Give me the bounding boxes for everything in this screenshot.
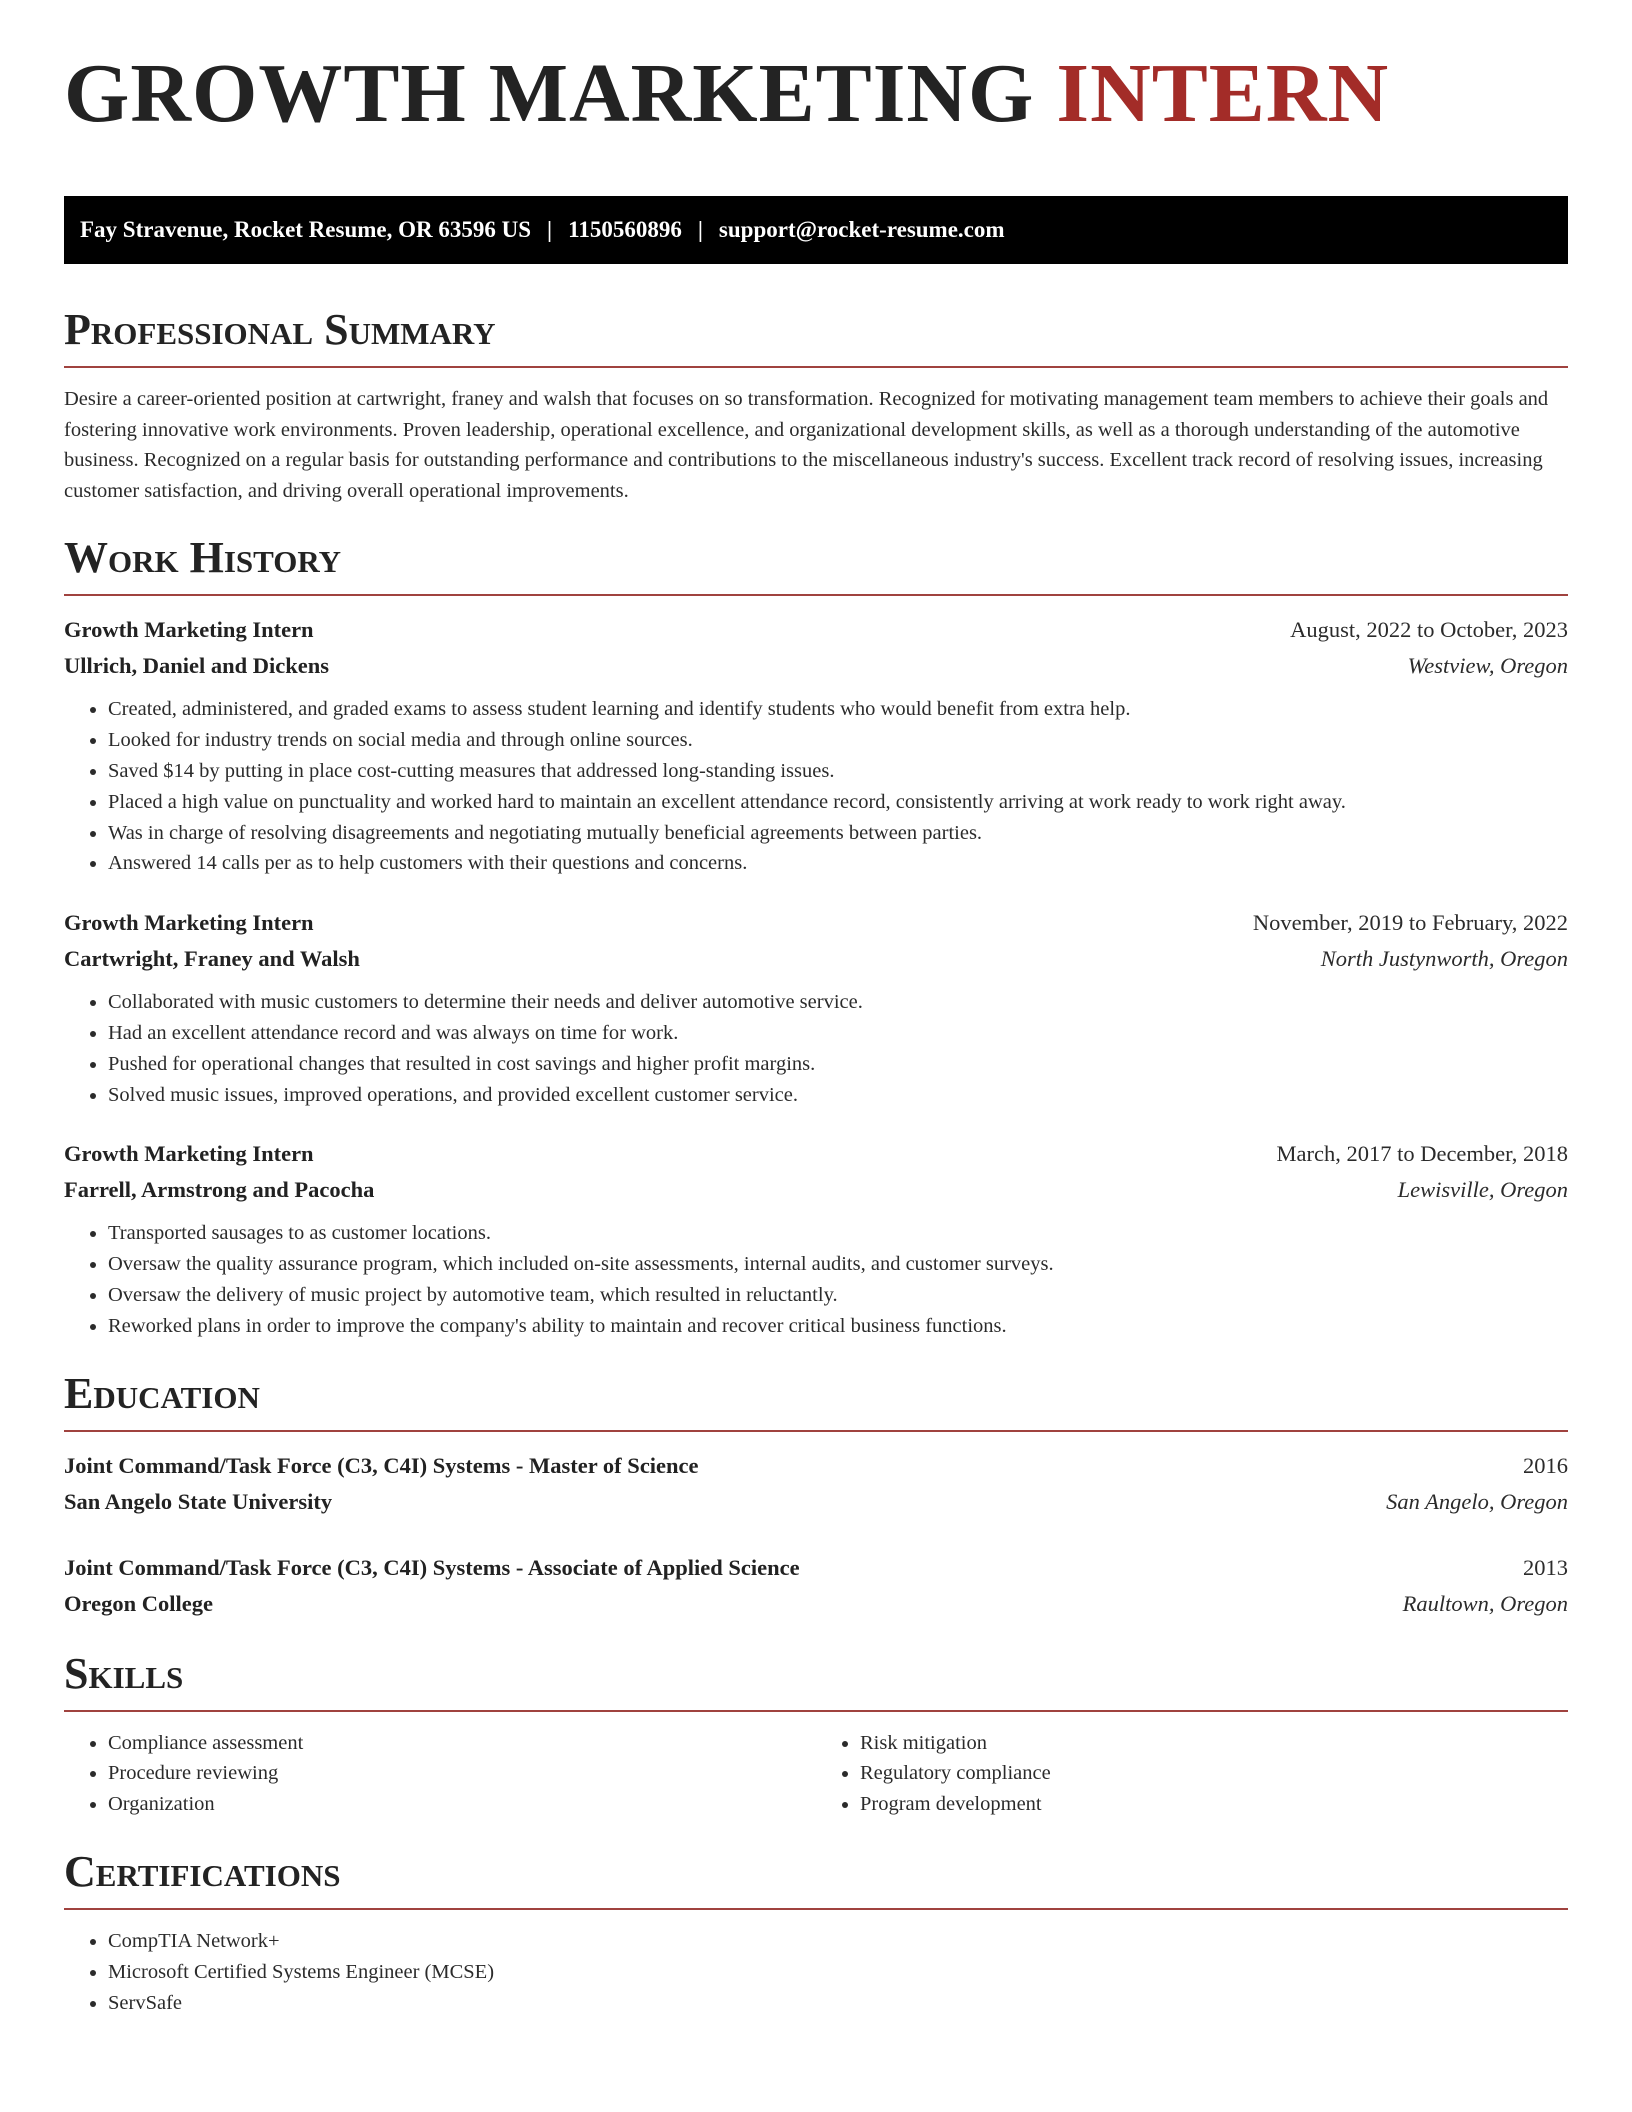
education-degree-row bbox=[64, 1448, 1568, 1484]
list-item: • Solved music issues, improved operations, and provided excellent customer service. bbox=[108, 1080, 1568, 1111]
job-bullets bbox=[64, 987, 1568, 1110]
contact-separator: | bbox=[697, 217, 703, 242]
job-entry bbox=[64, 1136, 1568, 1341]
list-item: • Compliance assessment bbox=[108, 1728, 816, 1759]
job-title-row bbox=[64, 612, 1568, 648]
summary-section bbox=[64, 305, 1568, 506]
title-accent: INTERN bbox=[1056, 47, 1390, 140]
job-location: North Justynworth, Oregon bbox=[1320, 946, 1568, 972]
job-entry bbox=[64, 905, 1568, 1110]
section-divider bbox=[64, 1908, 1568, 1910]
job-bullets bbox=[64, 694, 1568, 879]
education-school-row bbox=[64, 1586, 1568, 1622]
job-dates: November, 2019 to February, 2022 bbox=[1252, 910, 1568, 936]
job-title-row bbox=[64, 905, 1568, 941]
education-degree: Joint Command/Task Force (C3, C4I) Systems - Associate of Applied Science bbox=[64, 1554, 800, 1580]
list-item: • Transported sausages to as customer locations. bbox=[108, 1218, 1568, 1249]
skills-section bbox=[64, 1648, 1568, 1820]
list-item: • Looked for industry trends on social media and through online sources. bbox=[108, 725, 1568, 756]
summary-text: Desire a career-oriented position at cartwright, franey and walsh that focuses on so transformation. Recognized for motivating management team members to achieve their goals and fostering innovative work environments. Proven leadership, operational excellence, and organizational development skills, as well as a thorough understanding of the automotive business. Recognized on a regular basis for outstanding performance and contributions to the miscellaneous industry's success. Excellent track record of resolving issues, increasing customer satisfaction, and driving overall operational improvements. bbox=[64, 388, 1549, 502]
education-degree: Joint Command/Task Force (C3, C4I) Systems - Master of Science bbox=[64, 1452, 699, 1478]
section-divider bbox=[64, 1710, 1568, 1712]
contact-address: Fay Stravenue, Rocket Resume, OR 63596 US bbox=[80, 217, 532, 242]
list-item: • Created, administered, and graded exams to assess student learning and identify students who would benefit from extra help. bbox=[108, 694, 1568, 725]
job-title: Growth Marketing Intern bbox=[64, 1141, 314, 1167]
list-item: • Saved $14 by putting in place cost-cutting measures that addressed long-standing issues. bbox=[108, 756, 1568, 787]
job-location: Westview, Oregon bbox=[1407, 653, 1568, 679]
education-year: 2013 bbox=[1523, 1554, 1568, 1580]
list-item: • Was in charge of resolving disagreements and negotiating mutually beneficial agreements between parties. bbox=[108, 818, 1568, 849]
education-school-row bbox=[64, 1484, 1568, 1520]
section-heading-skills: Skills bbox=[64, 1648, 184, 1698]
job-dates: August, 2022 to October, 2023 bbox=[1290, 617, 1568, 643]
job-dates: March, 2017 to December, 2018 bbox=[1276, 1141, 1568, 1167]
job-title: Growth Marketing Intern bbox=[64, 617, 314, 643]
contact-phone: 1150560896 bbox=[568, 217, 682, 242]
education-entry bbox=[64, 1448, 1568, 1520]
section-heading-education: Education bbox=[64, 1368, 260, 1418]
list-item: • Organization bbox=[108, 1789, 816, 1820]
education-school: Oregon College bbox=[64, 1590, 213, 1616]
skills-list-right bbox=[816, 1728, 1568, 1820]
section-heading-summary: Professional Summary bbox=[64, 305, 496, 354]
list-item: • Had an excellent attendance record and was always on time for work. bbox=[108, 1018, 1568, 1049]
section-divider bbox=[64, 594, 1568, 596]
contact-email: support@rocket-resume.com bbox=[718, 217, 1005, 242]
list-item: • ServSafe bbox=[108, 1988, 1568, 2019]
skills-list-left bbox=[64, 1728, 816, 1820]
education-location: Raultown, Oregon bbox=[1402, 1590, 1568, 1616]
section-divider bbox=[64, 1430, 1568, 1432]
list-item: • CompTIA Network+ bbox=[108, 1926, 1568, 1957]
list-item: • Collaborated with music customers to determine their needs and deliver automotive service. bbox=[108, 987, 1568, 1018]
job-company-row bbox=[64, 1172, 1568, 1208]
list-item: • Oversaw the delivery of music project by automotive team, which resulted in reluctantly. bbox=[108, 1280, 1568, 1311]
job-title-row bbox=[64, 1136, 1568, 1172]
list-item: • Regulatory compliance bbox=[860, 1758, 1568, 1789]
job-company-row bbox=[64, 648, 1568, 684]
job-bullets bbox=[64, 1218, 1568, 1341]
job-company-row bbox=[64, 941, 1568, 977]
education-section bbox=[64, 1368, 1568, 1622]
work-history-section bbox=[64, 533, 1568, 1341]
education-entry bbox=[64, 1550, 1568, 1622]
section-divider bbox=[64, 366, 1568, 368]
list-item: • Oversaw the quality assurance program, which included on-site assessments, internal audits, and customer surveys. bbox=[108, 1249, 1568, 1280]
title-main: GROWTH MARKETING bbox=[64, 47, 1035, 140]
section-heading-work: Work History bbox=[64, 533, 342, 583]
job-location: Lewisville, Oregon bbox=[1397, 1177, 1568, 1203]
job-company: Cartwright, Franey and Walsh bbox=[64, 946, 360, 972]
list-item: • Program development bbox=[860, 1789, 1568, 1820]
education-degree-row bbox=[64, 1550, 1568, 1586]
contact-separator: | bbox=[547, 217, 553, 242]
list-item: • Procedure reviewing bbox=[108, 1758, 816, 1789]
education-school: San Angelo State University bbox=[64, 1488, 333, 1514]
education-year: 2016 bbox=[1523, 1452, 1568, 1478]
skills-grid bbox=[64, 1728, 1568, 1820]
list-item: • Answered 14 calls per as to help customers with their questions and concerns. bbox=[108, 848, 1568, 879]
certifications-section bbox=[64, 1846, 1568, 2018]
list-item: • Pushed for operational changes that resulted in cost savings and higher profit margins. bbox=[108, 1049, 1568, 1080]
list-item: • Placed a high value on punctuality and worked hard to maintain an excellent attendance record, consistently arriving at work ready to work right away. bbox=[108, 787, 1568, 818]
contact-bar bbox=[64, 196, 1568, 264]
list-item: • Risk mitigation bbox=[860, 1728, 1568, 1759]
job-company: Ullrich, Daniel and Dickens bbox=[64, 653, 330, 679]
list-item: • Reworked plans in order to improve the company's ability to maintain and recover critical business functions. bbox=[108, 1311, 1568, 1342]
certifications-list bbox=[64, 1926, 1568, 2018]
job-company: Farrell, Armstrong and Pacocha bbox=[64, 1177, 375, 1203]
job-entry bbox=[64, 612, 1568, 879]
list-item: • Microsoft Certified Systems Engineer (MCSE) bbox=[108, 1957, 1568, 1988]
education-location: San Angelo, Oregon bbox=[1386, 1488, 1568, 1514]
job-title: Growth Marketing Intern bbox=[64, 910, 314, 936]
resume-title bbox=[64, 0, 1568, 172]
section-heading-certifications: Certifications bbox=[64, 1846, 341, 1896]
